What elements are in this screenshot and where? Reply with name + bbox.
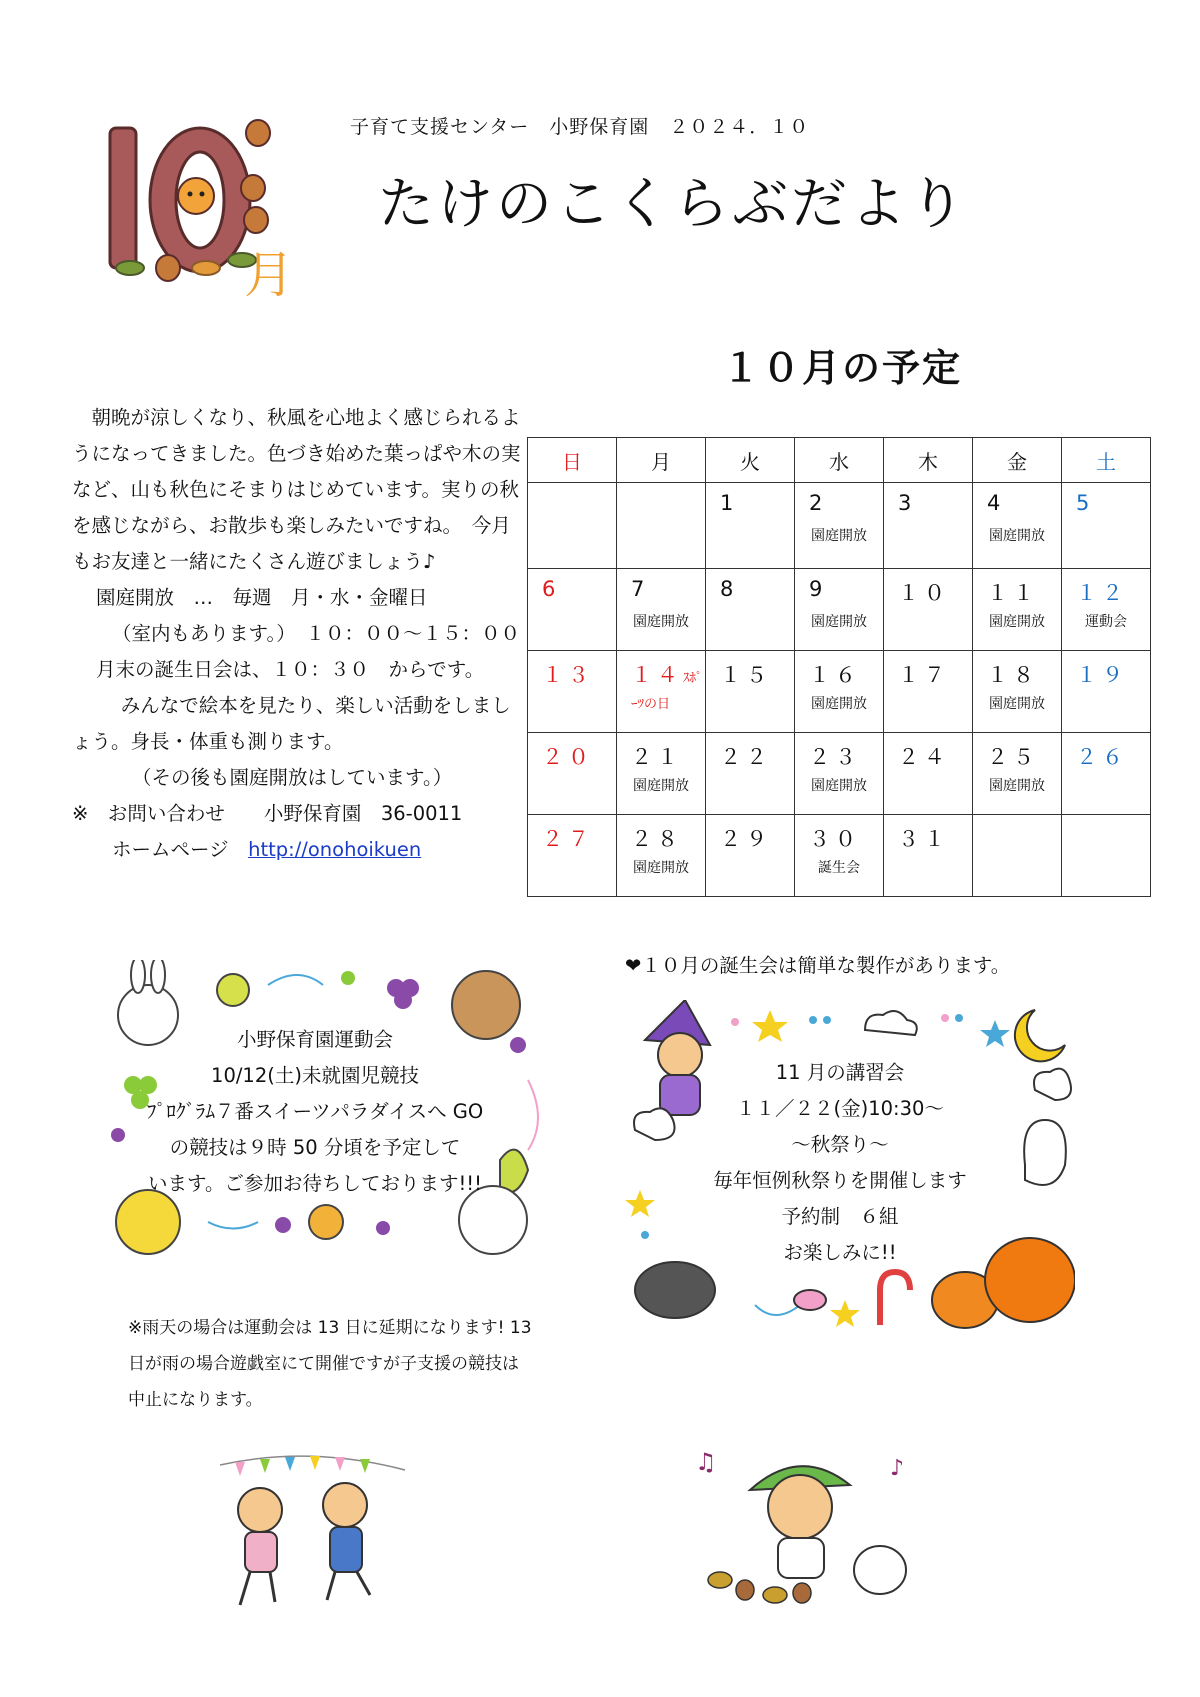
after-line: （その後も園庭開放はしています。） bbox=[132, 766, 453, 789]
calendar-cell: ２８ 園庭開放 bbox=[617, 815, 706, 897]
calendar-cell: １８ 園庭開放 bbox=[973, 651, 1062, 733]
boy-acorns-illustration bbox=[690, 1445, 915, 1610]
intro-text bbox=[72, 400, 522, 868]
weekday-thu: 木 bbox=[884, 438, 973, 483]
weekday-mon: 月 bbox=[617, 438, 706, 483]
intro-paragraph: 朝晩が涼しくなり、秋風を心地よく感じられるようになってきました。色づき始めた葉っぱや木の実など、山も秋色にそまりはじめています。実りの秋を感じながら、お散歩も楽しみたいですね。 今月もお友達と一緒にたくさん遊びましょう♪ bbox=[72, 406, 521, 573]
calendar-cell bbox=[528, 483, 617, 569]
calendar-cell: 8 bbox=[706, 569, 795, 651]
sports-day-line: 小野保育園運動会 bbox=[236, 1028, 393, 1051]
calendar-cell: １２ 運動会 bbox=[1062, 569, 1151, 651]
calendar-cell: ２２ bbox=[706, 733, 795, 815]
calendar-cell: １３ bbox=[528, 651, 617, 733]
calendar-weekday-row bbox=[528, 438, 1151, 483]
homepage-label: ホームページ bbox=[112, 838, 249, 861]
indoor-line: （室内もあります。） １０：００～１５：００ bbox=[112, 622, 520, 645]
svg-text:♫: ♫ bbox=[695, 1448, 717, 1476]
calendar-cell: １７ bbox=[884, 651, 973, 733]
sports-day-line: 10/12(土)未就園児競技 bbox=[211, 1064, 419, 1087]
calendar-cell: １１ 園庭開放 bbox=[973, 569, 1062, 651]
calendar-cell: ２５ 園庭開放 bbox=[973, 733, 1062, 815]
lecture-line: 11 月の講習会 bbox=[775, 1061, 905, 1084]
calendar-cell: ２７ bbox=[528, 815, 617, 897]
calendar-cell bbox=[617, 483, 706, 569]
calendar-week-1 bbox=[528, 483, 1151, 569]
calendar-cell: ２６ bbox=[1062, 733, 1151, 815]
calendar-cell: 5 bbox=[1062, 483, 1151, 569]
sports-day-line: います。ご参加お待ちしております!!! bbox=[148, 1172, 482, 1195]
birthday-line: 月末の誕生日会は、１０：３０ からです。 bbox=[96, 658, 485, 681]
calendar-week-2 bbox=[528, 569, 1151, 651]
open-garden-line: 園庭開放 … 毎週 月・水・金曜日 bbox=[96, 586, 428, 609]
weekday-wed: 水 bbox=[795, 438, 884, 483]
calendar-cell: 3 bbox=[884, 483, 973, 569]
calendar-cell: １６ 園庭開放 bbox=[795, 651, 884, 733]
page-title: たけのこくらぶだより bbox=[378, 172, 968, 237]
homepage-link[interactable]: http://onohoikuen bbox=[248, 838, 422, 861]
section-title: １０月の予定 bbox=[722, 346, 963, 390]
calendar-cell: １４ｽﾎﾟ ｰﾂの日 bbox=[617, 651, 706, 733]
lecture-line: 予約制 ６組 bbox=[781, 1205, 899, 1228]
calendar-cell: １０ bbox=[884, 569, 973, 651]
weekday-fri: 金 bbox=[973, 438, 1062, 483]
calendar-cell bbox=[973, 815, 1062, 897]
lecture-line: 毎年恒例秋祭りを開催します bbox=[713, 1169, 967, 1192]
weekday-tue: 火 bbox=[706, 438, 795, 483]
calendar-cell: 7 園庭開放 bbox=[617, 569, 706, 651]
calendar-cell: ２９ bbox=[706, 815, 795, 897]
lecture-line: ～秋祭り～ bbox=[791, 1133, 889, 1156]
birthday-craft-note: ❤１０月の誕生会は簡単な製作があります。 bbox=[625, 954, 1011, 977]
calendar-cell: １９ bbox=[1062, 651, 1151, 733]
calendar-cell: 2 園庭開放 bbox=[795, 483, 884, 569]
family-illustration bbox=[215, 1450, 415, 1615]
calendar-cell: ３０ 誕生会 bbox=[795, 815, 884, 897]
calendar-cell: ２４ bbox=[884, 733, 973, 815]
contact-line: ※ お問い合わせ 小野保育園 36-0011 bbox=[72, 802, 463, 825]
calendar-cell: 4 園庭開放 bbox=[973, 483, 1062, 569]
rain-note-line: ※雨天の場合は運動会は 13 日に延期になります! 13 bbox=[128, 1318, 532, 1338]
sports-day-line: ﾌﾟﾛｸﾞﾗﾑ７番スイーツパラダイスへ GO bbox=[146, 1100, 484, 1123]
calendar-cell: 9 園庭開放 bbox=[795, 569, 884, 651]
rain-note-line: 中止になります。 bbox=[128, 1390, 263, 1410]
rain-notice bbox=[128, 1310, 588, 1418]
sports-day-line: の競技は９時 50 分頃を予定して bbox=[169, 1136, 461, 1159]
calendar-cell: ２３ 園庭開放 bbox=[795, 733, 884, 815]
sports-day-notice bbox=[120, 1022, 510, 1202]
activity-line: みんなで絵本を見たり、楽しい活動をしましょう。身長・体重も測ります。 bbox=[72, 694, 511, 753]
calendar-cell bbox=[1062, 815, 1151, 897]
calendar-cell: 6 bbox=[528, 569, 617, 651]
calendar-week-4 bbox=[528, 733, 1151, 815]
calendar-cell: １５ bbox=[706, 651, 795, 733]
calendar-cell: ２０ bbox=[528, 733, 617, 815]
lecture-line: １１／２２(金)10:30～ bbox=[736, 1097, 944, 1120]
calendar-cell: ３１ bbox=[884, 815, 973, 897]
calendar-week-5 bbox=[528, 815, 1151, 897]
rain-note-line: 日が雨の場合遊戯室にて開催ですが子支援の競技は bbox=[128, 1354, 519, 1374]
lecture-line: お楽しみに!! bbox=[783, 1241, 897, 1264]
svg-text:♪: ♪ bbox=[890, 1456, 905, 1481]
calendar-week-3 bbox=[528, 651, 1151, 733]
calendar-cell: 1 bbox=[706, 483, 795, 569]
header-org-line: 子育て支援センター 小野保育園 ２０２４．１０ bbox=[350, 116, 810, 138]
weekday-sat: 土 bbox=[1062, 438, 1151, 483]
weekday-sun: 日 bbox=[528, 438, 617, 483]
month-badge-kanji: 月 bbox=[244, 246, 294, 304]
calendar-cell: ２１ 園庭開放 bbox=[617, 733, 706, 815]
october-calendar bbox=[527, 437, 1151, 897]
lecture-notice bbox=[660, 1055, 1020, 1271]
